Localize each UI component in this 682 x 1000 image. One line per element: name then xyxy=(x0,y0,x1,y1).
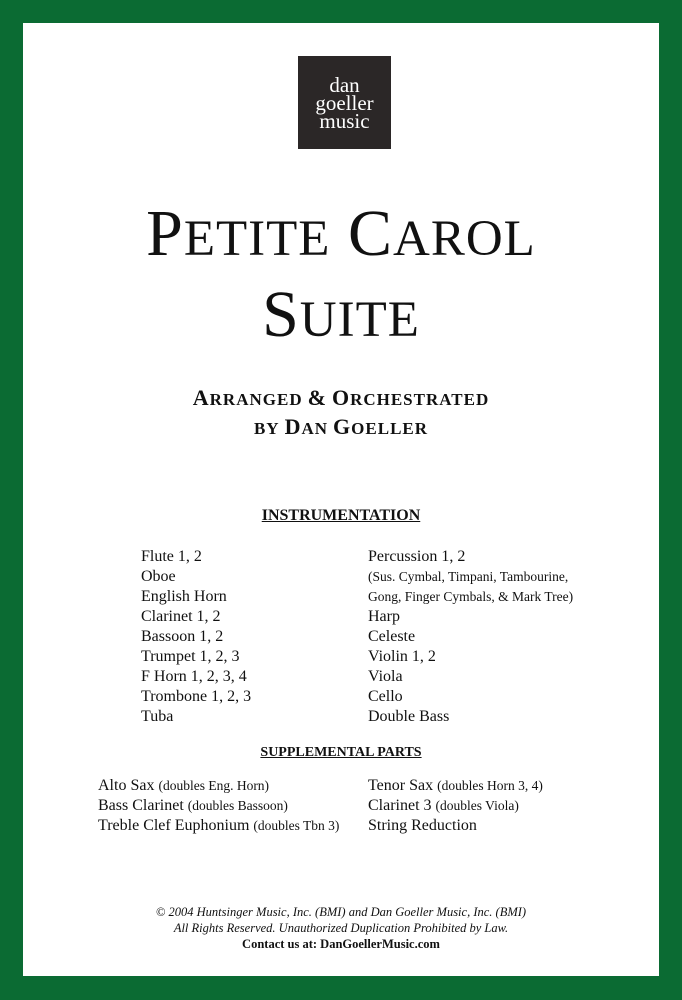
subtitle-word: & xyxy=(307,385,327,410)
instrument-item: F Horn 1, 2, 3, 4 xyxy=(141,668,247,685)
copyright-footer xyxy=(23,904,659,952)
instrument-item: Trumpet 1, 2, 3 xyxy=(141,648,240,665)
supplemental-item: Tenor Sax (doubles Horn 3, 4) xyxy=(368,777,543,794)
instrument-item: Trombone 1, 2, 3 xyxy=(141,688,252,705)
supplemental-item: Clarinet 3 (doubles Viola) xyxy=(368,797,519,814)
instrument-item: Celeste xyxy=(368,628,416,645)
instrument-item: Harp xyxy=(368,608,400,625)
title-line-1 xyxy=(23,197,659,270)
cover-page xyxy=(23,23,659,976)
supplemental-list-right xyxy=(368,776,543,836)
subtitle-line-1 xyxy=(23,385,659,411)
instrument-item: Percussion 1, 2 xyxy=(368,548,466,565)
contact-line: Contact us at: DanGoellerMusic.com xyxy=(242,937,440,951)
logo-line-3: music xyxy=(319,109,370,133)
instrument-list-right xyxy=(368,547,573,727)
subtitle-word: DAN xyxy=(284,414,329,439)
subtitle-word: ARRANGED xyxy=(192,385,303,410)
supplemental-item: Bass Clarinet (doubles Bassoon) xyxy=(98,797,288,814)
instrument-item: Flute 1, 2 xyxy=(141,548,202,565)
supplemental-item: Alto Sax (doubles Eng. Horn) xyxy=(98,777,270,794)
instrument-item: Clarinet 1, 2 xyxy=(141,608,221,625)
supplemental-item: Treble Clef Euphonium (doubles Tbn 3) xyxy=(98,817,340,834)
instrument-item: Oboe xyxy=(141,568,176,585)
supplemental-list-left xyxy=(98,776,339,836)
instrument-item: Cello xyxy=(368,688,403,705)
copyright-line: © 2004 Huntsinger Music, Inc. (BMI) and Dan Goeller Music, Inc. (BMI) xyxy=(155,905,527,919)
rights-line: All Rights Reserved. Unauthorized Duplication Prohibited by Law. xyxy=(173,921,509,935)
subtitle-line-2 xyxy=(23,414,659,440)
percussion-note: Gong, Finger Cymbals, & Mark Tree) xyxy=(368,589,574,604)
supplemental-heading: SUPPLEMENTAL PARTS xyxy=(260,745,422,760)
instrument-item: Viola xyxy=(368,668,403,685)
title-word: CAROL xyxy=(347,197,536,270)
title-line-2 xyxy=(23,278,659,351)
subtitle-word: ORCHESTRATED xyxy=(331,385,490,410)
subtitle-word: GOELLER xyxy=(333,414,429,439)
logo-line-2: goeller xyxy=(315,91,374,115)
supplemental-item: String Reduction xyxy=(368,817,477,834)
instrument-list-left xyxy=(141,547,251,727)
subtitle-word: BY xyxy=(253,419,280,438)
title-word: PETITE xyxy=(146,197,331,270)
instrument-item: Violin 1, 2 xyxy=(368,648,436,665)
instrument-item: Bassoon 1, 2 xyxy=(141,628,224,645)
instrument-item: Double Bass xyxy=(368,708,450,725)
instrumentation-heading: INSTRUMENTATION xyxy=(261,507,421,524)
title-word: SUITE xyxy=(262,278,420,351)
publisher-logo xyxy=(298,56,391,149)
instrument-item: Tuba xyxy=(141,708,174,725)
logo-line-1: dan xyxy=(329,73,360,97)
percussion-note: (Sus. Cymbal, Timpani, Tambourine, xyxy=(368,569,569,584)
instrument-item: English Horn xyxy=(141,588,227,605)
